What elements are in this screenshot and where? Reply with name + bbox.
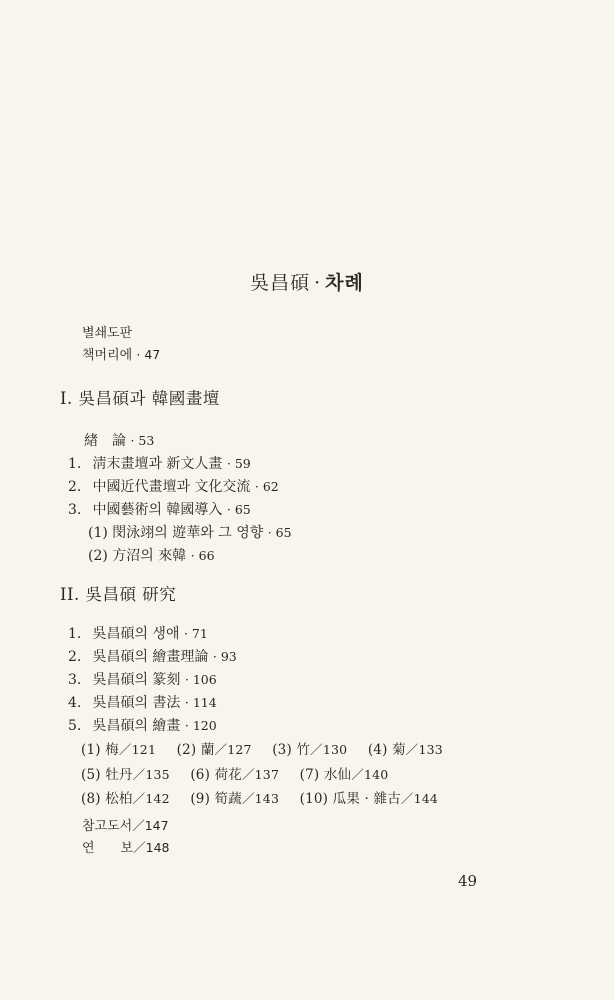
toc-entry bbox=[68, 715, 217, 735]
toc-entry-number: (6) bbox=[190, 766, 211, 783]
toc-entry-page: · 65 bbox=[267, 525, 292, 540]
toc-entry-number: (9) bbox=[190, 791, 211, 807]
toc-entry-page: ／121 bbox=[118, 742, 157, 757]
toc-entry-label: 淸末畫壇과 新文人畫 bbox=[92, 456, 223, 472]
toc-entry-label: 筍蔬 bbox=[214, 791, 242, 807]
toc-entry-page: · 71 bbox=[183, 626, 208, 641]
toc-entry-back bbox=[82, 815, 169, 834]
toc-entry-page: · 106 bbox=[184, 672, 217, 687]
toc-entry-label: 方沼의 來韓 bbox=[112, 548, 187, 564]
toc-entry-page: · 53 bbox=[130, 433, 155, 448]
toc-entry-page: ／137 bbox=[241, 766, 280, 782]
toc-entry-page: ／147 bbox=[132, 818, 169, 833]
toc-entry bbox=[68, 669, 217, 689]
part-heading-1: I. 吳昌碩과 韓國畫壇 bbox=[60, 389, 220, 408]
toc-entry-label: 연 보 bbox=[82, 841, 134, 856]
toc-entry-number: (2) bbox=[176, 742, 197, 758]
toc-entry-label: 瓜果 · 雜古 bbox=[332, 791, 401, 807]
toc-subentry bbox=[272, 742, 347, 758]
toc-entry-number: (5) bbox=[81, 766, 101, 783]
toc-entry-label: 蘭 bbox=[200, 742, 215, 758]
toc-entry-label: 참고도서 bbox=[82, 819, 133, 834]
toc-entry bbox=[68, 692, 217, 712]
toc-entry-page: · 114 bbox=[184, 695, 217, 710]
toc-entry-page: ／143 bbox=[241, 791, 280, 806]
toc-entry-label: 竹 bbox=[296, 742, 311, 758]
toc-entry-page: ／130 bbox=[310, 742, 348, 757]
toc-entry-page: ／142 bbox=[132, 791, 170, 806]
toc-entry-label: 閔泳翊의 遊華와 그 영향 bbox=[112, 525, 264, 541]
toc-entry bbox=[68, 453, 251, 473]
toc-entry-number: 5. bbox=[68, 718, 82, 734]
toc-subentry bbox=[88, 522, 292, 542]
toc-entry bbox=[68, 476, 279, 496]
toc-entry-label: 中國近代畫壇과 文化交流 bbox=[92, 479, 251, 495]
toc-subentry bbox=[81, 742, 156, 758]
toc-entry-label: 별쇄도판 bbox=[82, 326, 133, 341]
toc-entry-label: 牡丹 bbox=[105, 766, 133, 783]
toc-entry-number: 1. bbox=[68, 456, 82, 472]
toc-subentry bbox=[88, 545, 215, 565]
toc-entry-page: ／135 bbox=[132, 766, 170, 782]
toc-entry-number: 2. bbox=[68, 649, 82, 665]
toc-entry-label: 緖 論 bbox=[84, 433, 126, 449]
toc-subentry bbox=[81, 791, 170, 807]
title-separator: · bbox=[314, 272, 322, 294]
page-title bbox=[0, 268, 614, 295]
toc-entry-label: 吳昌碩의 생애 bbox=[92, 626, 180, 642]
toc-entry-number: 1. bbox=[68, 626, 82, 642]
toc-entry-label: 松柏 bbox=[105, 791, 133, 807]
toc-entry-page: · 66 bbox=[190, 548, 215, 563]
toc-entry-page: · 47 bbox=[136, 347, 161, 362]
toc-entry-page: · 120 bbox=[184, 718, 217, 733]
toc-entry-page: ／144 bbox=[400, 791, 439, 806]
toc-entry-page: · 62 bbox=[254, 479, 279, 494]
toc-entry-page: ／127 bbox=[214, 742, 252, 757]
toc-entry-label: 中國藝術의 韓國導入 bbox=[92, 502, 223, 518]
toc-subentry bbox=[190, 767, 279, 783]
title-main: 吳昌碩 bbox=[250, 272, 311, 294]
toc-entry-number: (3) bbox=[272, 742, 292, 758]
toc-subentry bbox=[368, 742, 443, 758]
toc-entry-page: ／148 bbox=[133, 840, 170, 855]
toc-entry-number: 3. bbox=[68, 672, 82, 688]
title-sub: 차례 bbox=[325, 272, 364, 294]
toc-subentry bbox=[300, 767, 389, 783]
toc-entry-label: 梅 bbox=[105, 742, 119, 758]
toc-entry bbox=[68, 623, 208, 643]
toc-entry-number: 4. bbox=[68, 695, 82, 711]
toc-subentry bbox=[81, 767, 170, 783]
toc-entry-front bbox=[82, 322, 132, 341]
toc-entry bbox=[68, 499, 251, 519]
toc-entry-number: (7) bbox=[299, 766, 320, 783]
toc-entry-number: 3. bbox=[68, 502, 82, 518]
toc-entry-number: 2. bbox=[68, 479, 82, 495]
toc-entry-label: 吳昌碩의 書法 bbox=[92, 695, 181, 711]
toc-entry-front bbox=[82, 344, 160, 363]
toc-entry-intro bbox=[84, 430, 154, 450]
toc-entry-number: (10) bbox=[299, 791, 329, 807]
toc-entry-page: · 65 bbox=[226, 502, 251, 517]
toc-entry-label: 菊 bbox=[392, 742, 406, 758]
toc-entry-number: (4) bbox=[367, 742, 388, 758]
toc-entry-label: 吳昌碩의 繪畫 bbox=[92, 718, 181, 734]
part-heading-2: II. 吳昌碩 研究 bbox=[60, 585, 177, 604]
toc-subentry bbox=[300, 791, 438, 807]
toc-entry-label: 吳昌碩의 篆刻 bbox=[92, 672, 181, 688]
toc-entry-number: (1) bbox=[81, 742, 101, 758]
toc-entry-number: (1) bbox=[88, 525, 108, 541]
toc-subentries-paragraph bbox=[81, 738, 501, 812]
toc-entry-label: 吳昌碩의 繪畫理論 bbox=[92, 649, 209, 665]
toc-entry bbox=[68, 646, 237, 666]
toc-entry-number: (2) bbox=[88, 548, 108, 564]
toc-entry-page: · 93 bbox=[212, 649, 237, 664]
toc-subentry bbox=[190, 791, 279, 807]
page-number: 49 bbox=[458, 872, 478, 890]
toc-subentry bbox=[177, 742, 252, 758]
toc-entry-page: ／140 bbox=[351, 766, 389, 782]
toc-entry-label: 荷花 bbox=[214, 766, 242, 783]
toc-entry-page: ／133 bbox=[405, 742, 443, 757]
toc-entry-page: · 59 bbox=[226, 456, 251, 471]
toc-entry-number: (8) bbox=[81, 791, 101, 807]
toc-entry-label: 책머리에 bbox=[82, 348, 133, 363]
toc-entry-back bbox=[82, 837, 169, 856]
toc-entry-label: 水仙 bbox=[323, 766, 352, 783]
